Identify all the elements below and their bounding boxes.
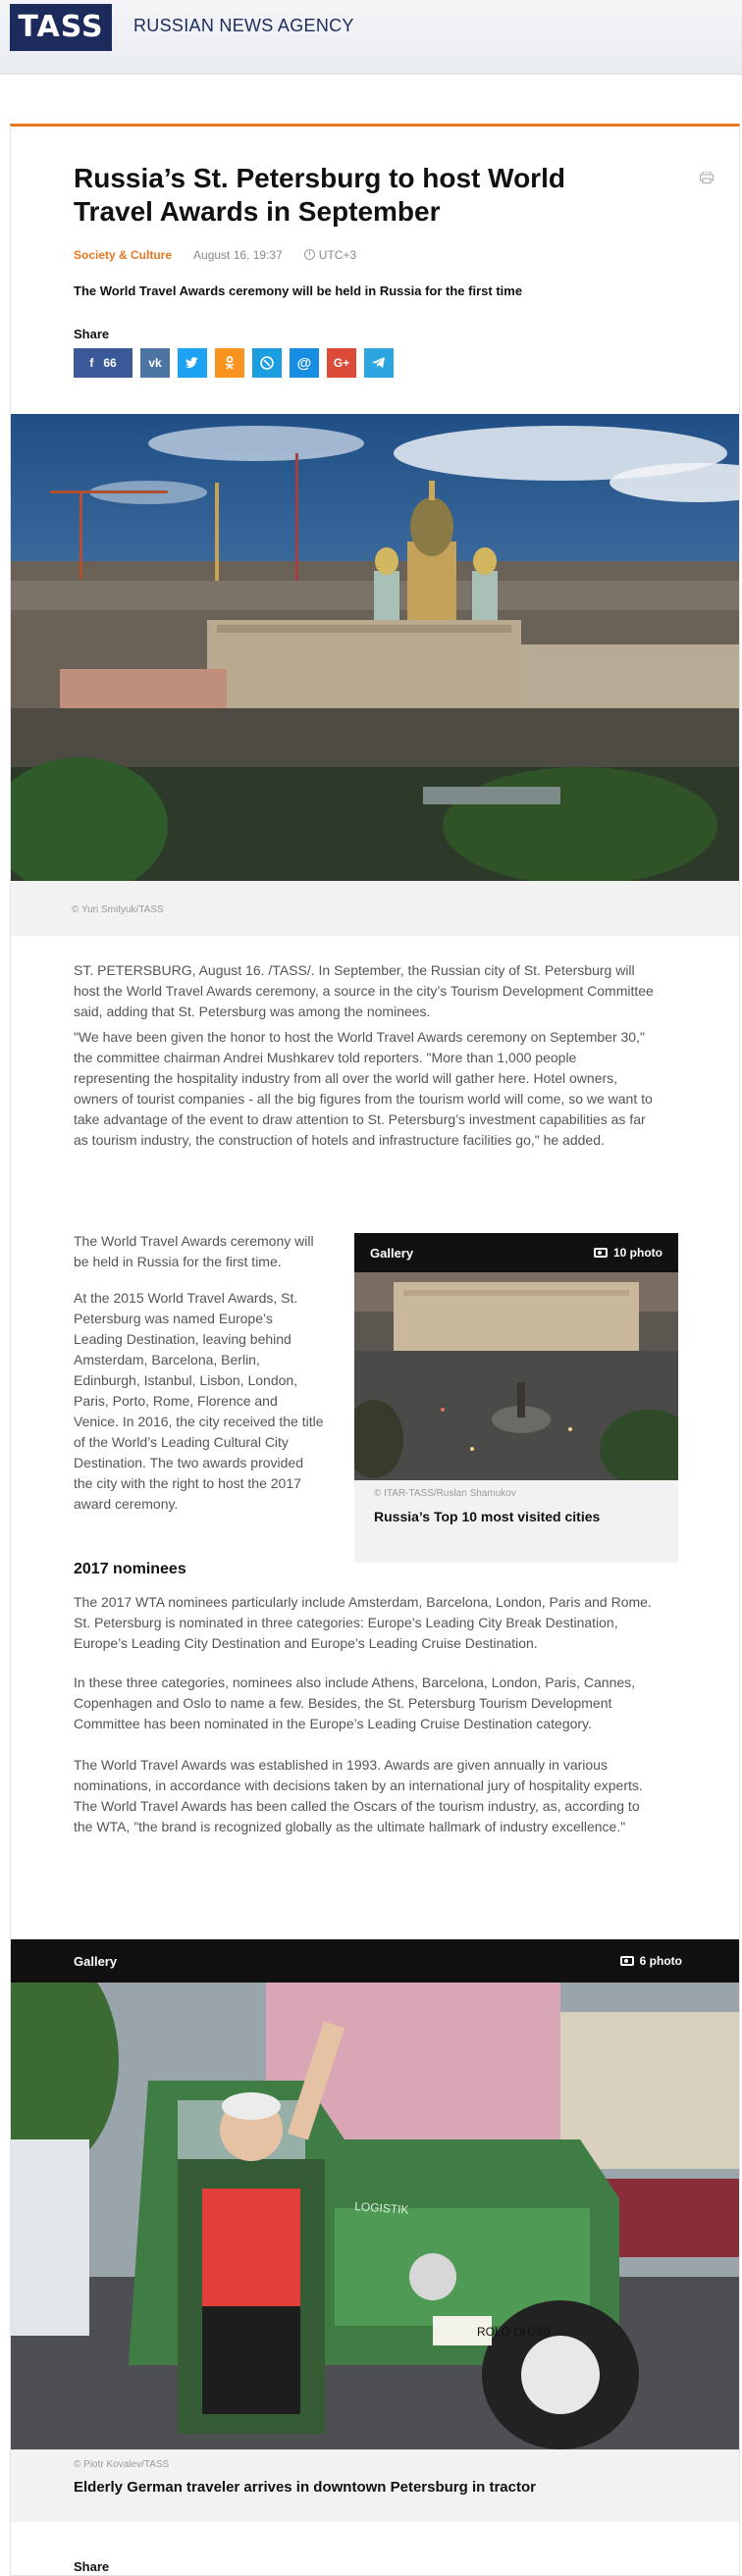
article-title: Russia’s St. Petersburg to host World Travel Awards in September	[74, 163, 565, 227]
side-gallery-credit: © ITAR-TASS/Ruslan Shamukov	[374, 1488, 516, 1499]
category-link[interactable]: Society & Culture	[74, 248, 173, 262]
bottom-gallery-title[interactable]: Elderly German traveler arrives in downtown Petersburg in tractor	[74, 2479, 536, 2496]
google-plus-icon: G+	[333, 356, 350, 370]
publish-date: August 16, 19:37	[193, 248, 283, 262]
side-gallery-image[interactable]	[354, 1272, 678, 1480]
odnoklassniki-icon	[224, 356, 236, 370]
telegram-icon	[372, 357, 386, 369]
paragraph-2: "We have been given the honor to host the World Travel Awards ceremony on September 30," the committee chairman Andrei Mushkarev told reporters. "More than 1,000 people representing the hospitality industry from all over the world will gather here. Hotel owners, owners of tourist companies - all the big figures from the tourism world will come, so we want to take advantage of the event to draw attention to St. Petersburg’s investment capabilities as far as tourism industry, the construction of hotels and infrastructure facilities go," he added.	[74, 1029, 653, 1148]
twitter-share-button[interactable]	[178, 348, 207, 378]
camera-icon	[594, 1248, 608, 1258]
paragraph-7: The World Travel Awards was established in 1993. Awards are given annually in various nominations, in accordance with decisions taken by an international jury of hospitality experts. The World Travel Awards has been called the Oscars of the tourism industry, as, according to the WTA, "the brand is recognized globally as the ultimate hallmark of industry excellence."	[74, 1757, 643, 1834]
tass-logo[interactable]: TASS	[10, 4, 112, 51]
article-card	[10, 124, 740, 2576]
tractor-logistik-text: LOGISTIK	[353, 2199, 409, 2217]
timezone-label: UTC+3	[318, 248, 357, 262]
share-buttons	[74, 348, 394, 378]
side-gallery-title[interactable]: Russia’s Top 10 most visited cities	[374, 1509, 601, 1524]
hero-caption	[11, 881, 740, 936]
side-gallery-header	[354, 1233, 678, 1272]
bottom-gallery-header	[11, 1939, 740, 1983]
odnoklassniki-share-button[interactable]	[215, 348, 244, 378]
bottom-gallery-image[interactable]	[11, 1983, 740, 2449]
section-heading-nominees: 2017 nominees	[74, 1561, 186, 1577]
camera-icon	[620, 1956, 634, 1966]
article-lead: The World Travel Awards ceremony will be held in Russia for the first time	[74, 283, 523, 298]
hero-credit: © Yuri Smityuk/TASS	[72, 904, 164, 915]
timezone	[304, 248, 356, 262]
paragraph-4: At the 2015 World Travel Awards, St. Petersburg was named Europe’s Leading Destination, leaving behind Amsterdam, Barcelona, Berlin, Edinburgh, Istanbul, Lisbon, London, Paris, Porto, Rome, Florence and Venice. In 2016, the city received the title of the World’s Leading Cultural City Destination. The two awards provided the city with the right to host the 2017 award ceremony.	[74, 1290, 324, 1512]
google-plus-share-button[interactable]	[327, 348, 356, 378]
top-header	[0, 0, 742, 75]
bottom-photo-count-text: 6 photo	[639, 1954, 682, 1968]
bottom-photo-count	[620, 1954, 682, 1968]
side-gallery-label: Gallery	[370, 1245, 414, 1261]
side-photo-count-text: 10 photo	[613, 1246, 662, 1260]
mailru-share-button[interactable]	[290, 348, 319, 378]
bottom-share-label: Share	[74, 2559, 110, 2574]
twitter-icon	[186, 357, 199, 369]
facebook-count: 66	[103, 356, 117, 370]
side-photo-count	[594, 1246, 662, 1260]
facebook-share-button[interactable]	[74, 348, 132, 378]
facebook-icon: f	[89, 356, 94, 370]
paragraph-6: In these three categories, nominees also include Athens, Barcelona, London, Paris, Cannes, Copenhagen and Oslo to name a few. Besides, the St. Petersburg Tourism Development Committee has been nominated in the Europe’s Leading Cruise Destination category.	[74, 1674, 636, 1731]
bottom-gallery[interactable]	[11, 1939, 740, 2496]
agency-name: RUSSIAN NEWS AGENCY	[133, 16, 354, 35]
clock-icon	[304, 249, 315, 260]
tractor-plate: ROLO DH250	[477, 2325, 551, 2339]
vk-icon: vk	[148, 356, 162, 370]
paragraph-5: The 2017 WTA nominees particularly include Amsterdam, Barcelona, London, Paris and Rome. St. Petersburg is nominated in three categories: Europe’s Leading City Break Destination, Europe’s Leading City Destination and Europe’s Leading Cruise Destination.	[74, 1594, 652, 1651]
vk-share-button[interactable]	[140, 348, 170, 378]
print-icon[interactable]	[700, 172, 714, 183]
share-label: Share	[74, 327, 110, 341]
telegram-share-button[interactable]	[364, 348, 394, 378]
side-gallery[interactable]	[354, 1233, 678, 1563]
article-meta	[74, 248, 356, 262]
bottom-gallery-caption	[11, 2449, 740, 2522]
livejournal-icon	[260, 356, 274, 370]
bottom-gallery-label: Gallery	[74, 1953, 118, 1969]
hero-image	[11, 414, 740, 881]
paragraph-3: The World Travel Awards ceremony will be held in Russia for the first time.	[74, 1233, 314, 1269]
mail-at-icon: @	[296, 354, 312, 372]
bottom-gallery-credit: © Piotr Kovalev/TASS	[74, 2459, 170, 2470]
paragraph-1: ST. PETERSBURG, August 16. /TASS/. In September, the Russian city of St. Petersburg will host the World Travel Awards ceremony, a source in the city’s Tourism Development Committee said, adding that St. Petersburg was among the nominees.	[74, 962, 654, 1019]
livejournal-share-button[interactable]	[252, 348, 282, 378]
